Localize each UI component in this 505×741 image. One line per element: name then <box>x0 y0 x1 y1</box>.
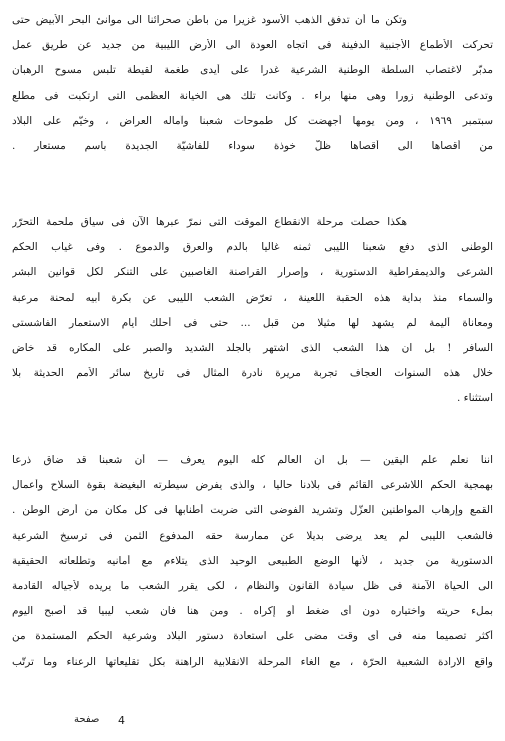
paragraph-2-line-5: ومعاناة أليمة لم يشهد لها مثيلا من قبل ... حتى فى أحلك أيام الاستعمار الفاشستى <box>12 316 493 329</box>
paragraph-2-line-1: هكذا حصلت مرحلة الانقطاع الموقت التى نمرّ عبرها الآن فى سياق ملحمة التحرّر <box>12 216 407 228</box>
document-page <box>12 6 493 735</box>
paragraph-2-line-6: السافر ! بل ان هذا الشعب الذى اشتهر بالجلد الشديد والصبر على المكاره قد خاض <box>12 341 493 354</box>
paragraph-2-line-8: استثناء . <box>456 392 493 405</box>
paragraph-2-line-4: والسماء منذ بداية هذه الحقبة اللعينة ، تعرّض الشعب الليبى عن بكرة أبيه لمحنة مرعبة <box>12 291 493 304</box>
paragraph-2-line-3: الشرعى والديمقراطية الدستورية ، وإصرار القراصنة الغاصبين على التنكر لكل قوانين البشر <box>12 266 493 279</box>
paragraph-3-line-3: القمع وإرهاب المواطنين العزّل وتشريد الفوضى التى ضربت أطنابها فى كل مكان من أرض الوطن . <box>12 504 493 517</box>
paragraph-2-line-2: الوطنى الذى دفع شعبنا الليبى ثمنه غاليا بالدم والعرق والدموع . وفى غياب الحكم <box>12 241 493 254</box>
paragraph-2-line-7: خلال هذه السنوات العجاف تجربة مريرة نادرة المثال فى تاريخ سائر الأمم الحديثة بلا <box>12 367 493 380</box>
paragraph-1-line-2: تحركت الأطماع الأجنبية الدفينة فى اتجاه العودة الى الأرض الليبية من جديد عن طريق عمل <box>12 39 493 52</box>
paragraph-3-line-2: بهمجية الحكم اللاشرعى القائم فى بلادنا حاليا ، والذى يفرض سيطرته البغيضة بقوة السلاح وأعمال <box>12 479 493 492</box>
page-number: 4 <box>118 714 125 727</box>
paragraph-3 <box>12 454 493 681</box>
paragraph-1-line-5: سبتمبر ١٩٦٩ ، ومن يومها أجهضت كل طموحات شعبنا وآماله العراض ، وخيّم على البلاد <box>12 114 493 127</box>
paragraph-3-line-1: اننا نعلم علم اليقين — بل ان العالم كله اليوم يعرف — أن شعبنا قد ضاق ذرعا <box>12 454 493 466</box>
paragraph-1-line-3: مدبّر لاغتصاب السلطة الوطنية الشرعية غدرا على أيدى طغمة لقيطة تلبس مسوح الرهبان <box>12 64 493 77</box>
paragraph-1-line-1: وتكن ما أن تدفق الذهب الأسود غزيرا من باطن صحرائنا الى موانئ البحر الأبيض حتى <box>12 14 407 26</box>
paragraph-1 <box>12 14 493 165</box>
page-footer <box>12 714 493 730</box>
paragraph-3-line-6: الى الحياة الآمنة فى ظل سيادة القانون والنظام ، لكى يقرر الشعب ما يريده لأجياله القادمة <box>12 579 493 592</box>
paragraph-1-line-4: وتدعى الوطنية زورا وهى منها براء . وكانت تلك هى الخيانة العظمى التى ارتكبت فى مطلع <box>12 89 493 102</box>
paragraph-3-line-5: الدستورية من جديد ، لأنها الوضع الطبيعى الوحيد الذى يتلاءم مع أمانيه وتطلعاته الحقيقية <box>12 554 493 567</box>
paragraph-3-line-4: فالشعب الليبى لم يعد يرضى بديلا عن ممارسة حقه المدفوع الثمن فى ترسيخ الشرعية <box>12 529 493 542</box>
paragraph-3-line-8: أكثر تصميما منه فى أى وقت مضى على استعادة دستور البلاد وشرعية الحكم المستمدة من <box>12 630 493 643</box>
paragraph-3-line-9: واقع الارادة الشعبية الحرّة ، مع الغاء المرحلة الانقلابية الراهنة بكل تقليعاتها الرعناء وما ترتّب <box>12 655 493 668</box>
page-label: صفحة <box>74 714 100 725</box>
paragraph-2 <box>12 216 493 418</box>
paragraph-1-line-6: من أقصاها الى أقصاها ظلّ خوذة سوداء للفاشيّة الجديدة باسم مستعار . <box>12 139 493 152</box>
paragraph-3-line-7: بملء حريته واختياره دون أى ضغط أو إكراه . ومن هنا فان شعب ليبيا قد أصبح اليوم <box>12 605 493 618</box>
